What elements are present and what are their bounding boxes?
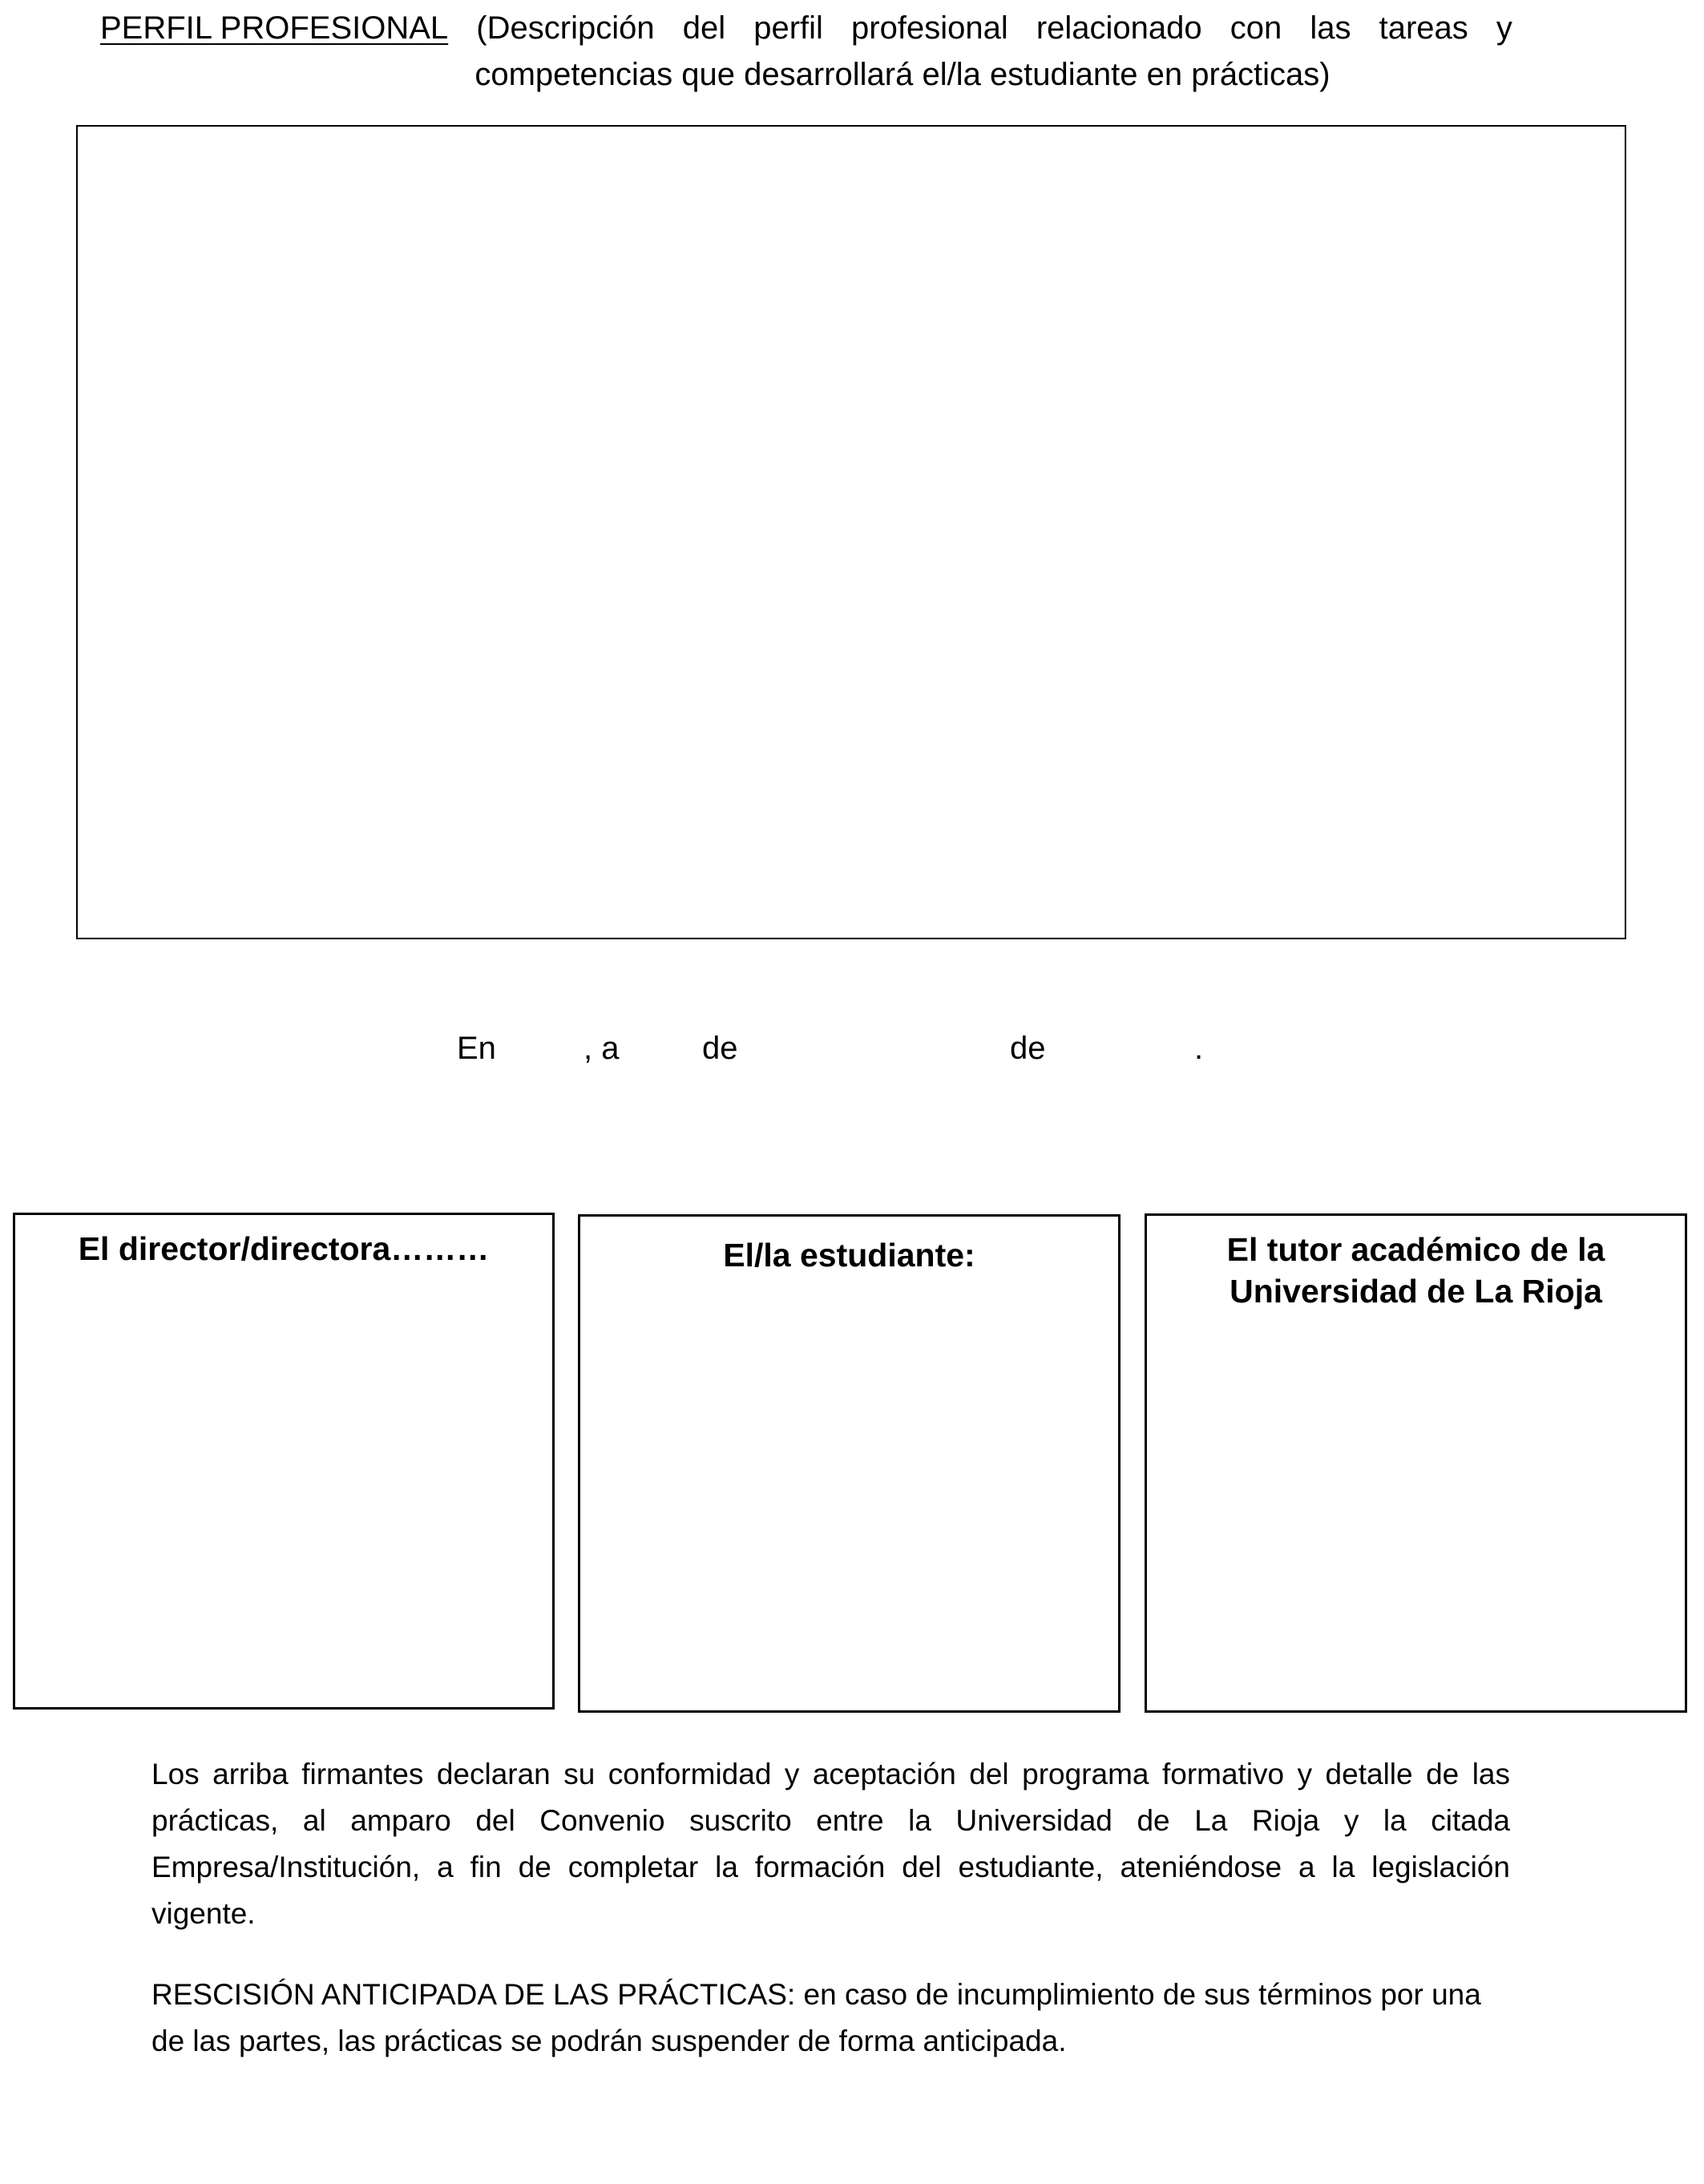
director-signature-label: El director/directora……… xyxy=(78,1230,490,1267)
date-de-label-1: de xyxy=(702,1031,738,1066)
tutor-label-line-2: Universidad de La Rioja xyxy=(1230,1273,1602,1310)
date-de-label-2: de xyxy=(1010,1031,1046,1066)
header-word: perfil xyxy=(753,10,823,46)
profile-description-box[interactable] xyxy=(76,125,1626,939)
profile-header xyxy=(100,5,1512,98)
declaration-paragraph: Los arriba firmantes declaran su conformidad y aceptación del programa formativo y detalle de las prácticas, al amparo del Convenio suscrito entre la Universidad de La Rioja y la citada Empresa/Institución, a fin de completar la formación del estudiante, ateniéndose a la legislación vigente. xyxy=(151,1758,1510,1930)
signature-box-director[interactable] xyxy=(13,1213,555,1710)
date-line xyxy=(0,1026,1704,1071)
header-word: (Descripción xyxy=(476,10,655,46)
tutor-signature-label xyxy=(1147,1216,1685,1312)
date-period: . xyxy=(1194,1031,1204,1066)
profile-title: PERFIL PROFESIONAL xyxy=(100,10,449,46)
header-word: y xyxy=(1496,10,1512,46)
signature-box-tutor[interactable] xyxy=(1145,1213,1687,1713)
header-word: del xyxy=(682,10,726,46)
header-line-2: competencias que desarrollará el/la estudiante en prácticas) xyxy=(474,57,1330,92)
header-word: las xyxy=(1310,10,1351,46)
signature-box-student[interactable] xyxy=(578,1214,1121,1713)
header-word: relacionado xyxy=(1036,10,1202,46)
header-word: con xyxy=(1230,10,1282,46)
header-line-1 xyxy=(100,5,1512,51)
rescission-paragraph: RESCISIÓN ANTICIPADA DE LAS PRÁCTICAS: en caso de incumplimiento de sus términos por una de las partes, las prácticas se podrán suspender de forma anticipada. xyxy=(151,1978,1481,2057)
date-a-label: , a xyxy=(583,1031,620,1066)
header-word: tareas xyxy=(1379,10,1468,46)
header-word: profesional xyxy=(851,10,1008,46)
date-en-label: En xyxy=(457,1031,496,1066)
tutor-label-line-1: El tutor académico de la xyxy=(1226,1231,1605,1268)
student-signature-label: El/la estudiante: xyxy=(723,1237,975,1274)
